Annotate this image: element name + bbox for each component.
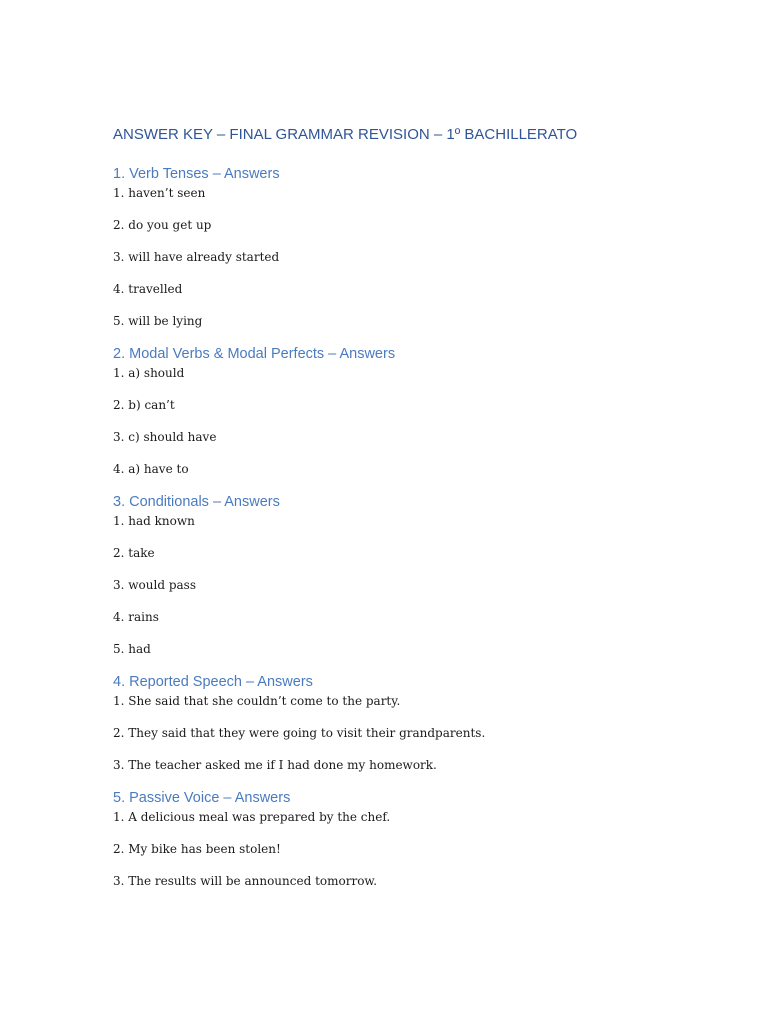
section-heading: 1. Verb Tenses – Answers [113,166,280,182]
document-title: ANSWER KEY – FINAL GRAMMAR REVISION – 1º BACHILLERATO [113,126,578,143]
answer-item: 3. would pass [113,578,196,592]
section-conditionals [113,491,713,657]
answer-list [113,185,713,329]
answer-item: 1. haven’t seen [113,186,206,200]
answer-item: 2. b) can’t [113,398,175,412]
answer-list [113,365,713,477]
answer-item: 3. will have already started [113,250,280,264]
answer-item: 2. take [113,546,155,560]
document-page [113,125,713,903]
answer-item: 2. My bike has been stolen! [113,842,281,856]
section-reported-speech [113,671,713,773]
answer-item: 4. a) have to [113,462,189,476]
answer-item: 4. travelled [113,282,183,296]
answer-item: 1. She said that she couldn’t come to the party. [113,694,401,708]
answer-item: 3. The teacher asked me if I had done my homework. [113,758,437,772]
answer-list [113,809,713,889]
answer-item: 1. had known [113,514,195,528]
section-passive-voice [113,787,713,889]
answer-item: 2. They said that they were going to visit their grandparents. [113,726,486,740]
answer-item: 3. The results will be announced tomorrow. [113,874,378,888]
section-heading: 4. Reported Speech – Answers [113,674,313,690]
section-modal-verbs [113,343,713,477]
answer-list [113,693,713,773]
answer-item: 2. do you get up [113,218,212,232]
answer-list [113,513,713,657]
answer-item: 1. a) should [113,366,185,380]
section-heading: 3. Conditionals – Answers [113,494,280,510]
section-heading: 2. Modal Verbs & Modal Perfects – Answers [113,346,396,362]
answer-item: 1. A delicious meal was prepared by the chef. [113,810,391,824]
section-verb-tenses [113,163,713,329]
answer-item: 4. rains [113,610,159,624]
section-heading: 5. Passive Voice – Answers [113,790,291,806]
answer-item: 3. c) should have [113,430,217,444]
answer-item: 5. will be lying [113,314,203,328]
answer-item: 5. had [113,642,151,656]
